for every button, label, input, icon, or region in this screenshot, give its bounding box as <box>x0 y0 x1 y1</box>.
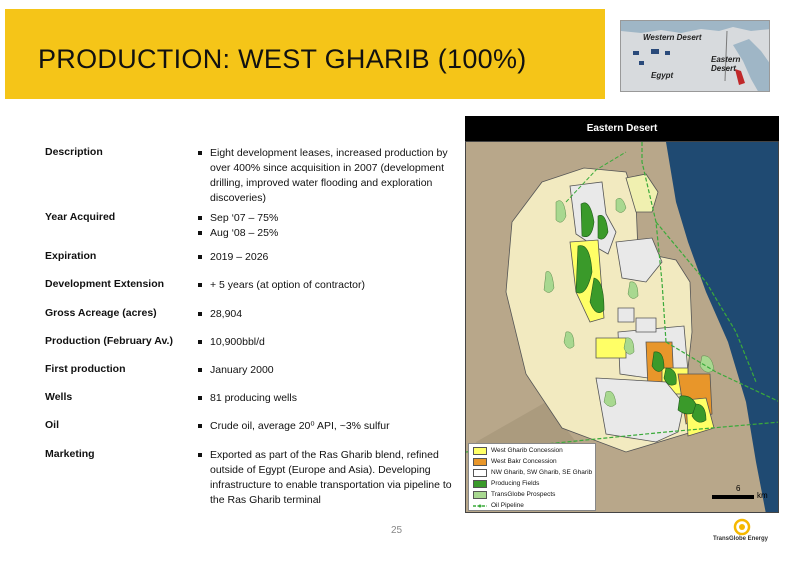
row-label: Expiration <box>45 250 97 262</box>
row-label: Production (February Av.) <box>45 335 173 347</box>
bullet-list <box>198 307 460 322</box>
company-logo <box>713 518 775 546</box>
legend-label: West Bakr Concession <box>491 458 557 465</box>
bullet-list <box>198 278 460 293</box>
bullet-item: Aug ‘08 – 25% <box>198 226 460 241</box>
scale-bar-line <box>712 495 754 499</box>
bullet-list <box>198 419 460 434</box>
legend-swatch <box>473 480 487 488</box>
legend-swatch <box>473 447 487 455</box>
bullet-list <box>198 335 460 350</box>
bullet-list <box>198 448 460 508</box>
bullet-item: 2019 – 2026 <box>198 250 460 265</box>
map-header: Eastern Desert <box>465 116 779 141</box>
row-label: Wells <box>45 391 73 403</box>
row-label: Description <box>45 146 103 158</box>
row-label: First production <box>45 363 126 375</box>
bullet-list <box>198 391 460 406</box>
legend-item-nw-sw-se-gharib <box>473 468 597 478</box>
legend-swatch <box>473 491 487 499</box>
page-number: 25 <box>391 525 403 536</box>
bullet-item: 81 producing wells <box>198 391 460 406</box>
bullet-item: Exported as part of the Ras Gharib blend, refined outside of Egypt (Europe and Asia). Developing infrastructure to enable transportation via pipeline to the Ras Gharib terminal <box>198 448 460 508</box>
bullet-item: Eight development leases, increased production by over 400% since acquisition in 2007 (development drilling, improved water flooding and exploration discoveries) <box>198 146 460 206</box>
inset-label-eastern-desert: Eastern Desert <box>711 55 741 73</box>
scale-unit: km <box>757 491 768 500</box>
bullet-item: 10,900bbl/d <box>198 335 460 350</box>
row-label: Marketing <box>45 448 95 460</box>
logo-text: TransGlobe Energy <box>713 536 769 542</box>
inset-label-egypt: Egypt <box>651 71 674 80</box>
row-label: Oil <box>45 419 60 431</box>
bullet-list <box>198 250 460 265</box>
inset-label-western-desert: Western Desert <box>643 33 702 42</box>
row-label: Development Extension <box>45 278 165 290</box>
row-label: Gross Acreage (acres) <box>45 307 157 319</box>
legend-label: NW Gharib, SW Gharib, SE Gharib <box>491 469 593 476</box>
inset-locator-map <box>620 20 770 92</box>
legend-label: West Gharib Concession <box>491 447 563 454</box>
bullet-list <box>198 211 460 241</box>
legend-label: Producing Fields <box>491 480 540 487</box>
legend-swatch <box>473 469 487 477</box>
legend-item-producing-fields <box>473 479 597 489</box>
bullet-list <box>198 363 460 378</box>
scale-value: 6 <box>736 484 741 493</box>
bullet-list <box>198 146 460 206</box>
legend-label: TransGlobe Prospects <box>491 491 556 498</box>
legend-item-oil-pipeline <box>473 501 597 511</box>
map-scale-bar <box>712 484 772 506</box>
bullet-item: January 2000 <box>198 363 460 378</box>
bullet-item: Crude oil, average 20⁰ API, ~3% sulfur <box>198 419 460 434</box>
row-label: Year Acquired <box>45 211 116 223</box>
globe-logo-icon <box>731 518 753 536</box>
map-legend <box>468 443 596 511</box>
legend-item-west-gharib <box>473 446 597 456</box>
bullet-item: 28,904 <box>198 307 460 322</box>
legend-label: Oil Pipeline <box>491 502 524 509</box>
bullet-item: + 5 years (at option of contractor) <box>198 278 460 293</box>
legend-swatch <box>473 458 487 466</box>
legend-item-transglobe-prospects <box>473 490 597 500</box>
legend-item-west-bakr <box>473 457 597 467</box>
page-title: PRODUCTION: WEST GHARIB (100%) <box>38 44 527 74</box>
bullet-item: Sep ‘07 – 75% <box>198 211 460 226</box>
pipeline-line-icon <box>473 501 487 511</box>
